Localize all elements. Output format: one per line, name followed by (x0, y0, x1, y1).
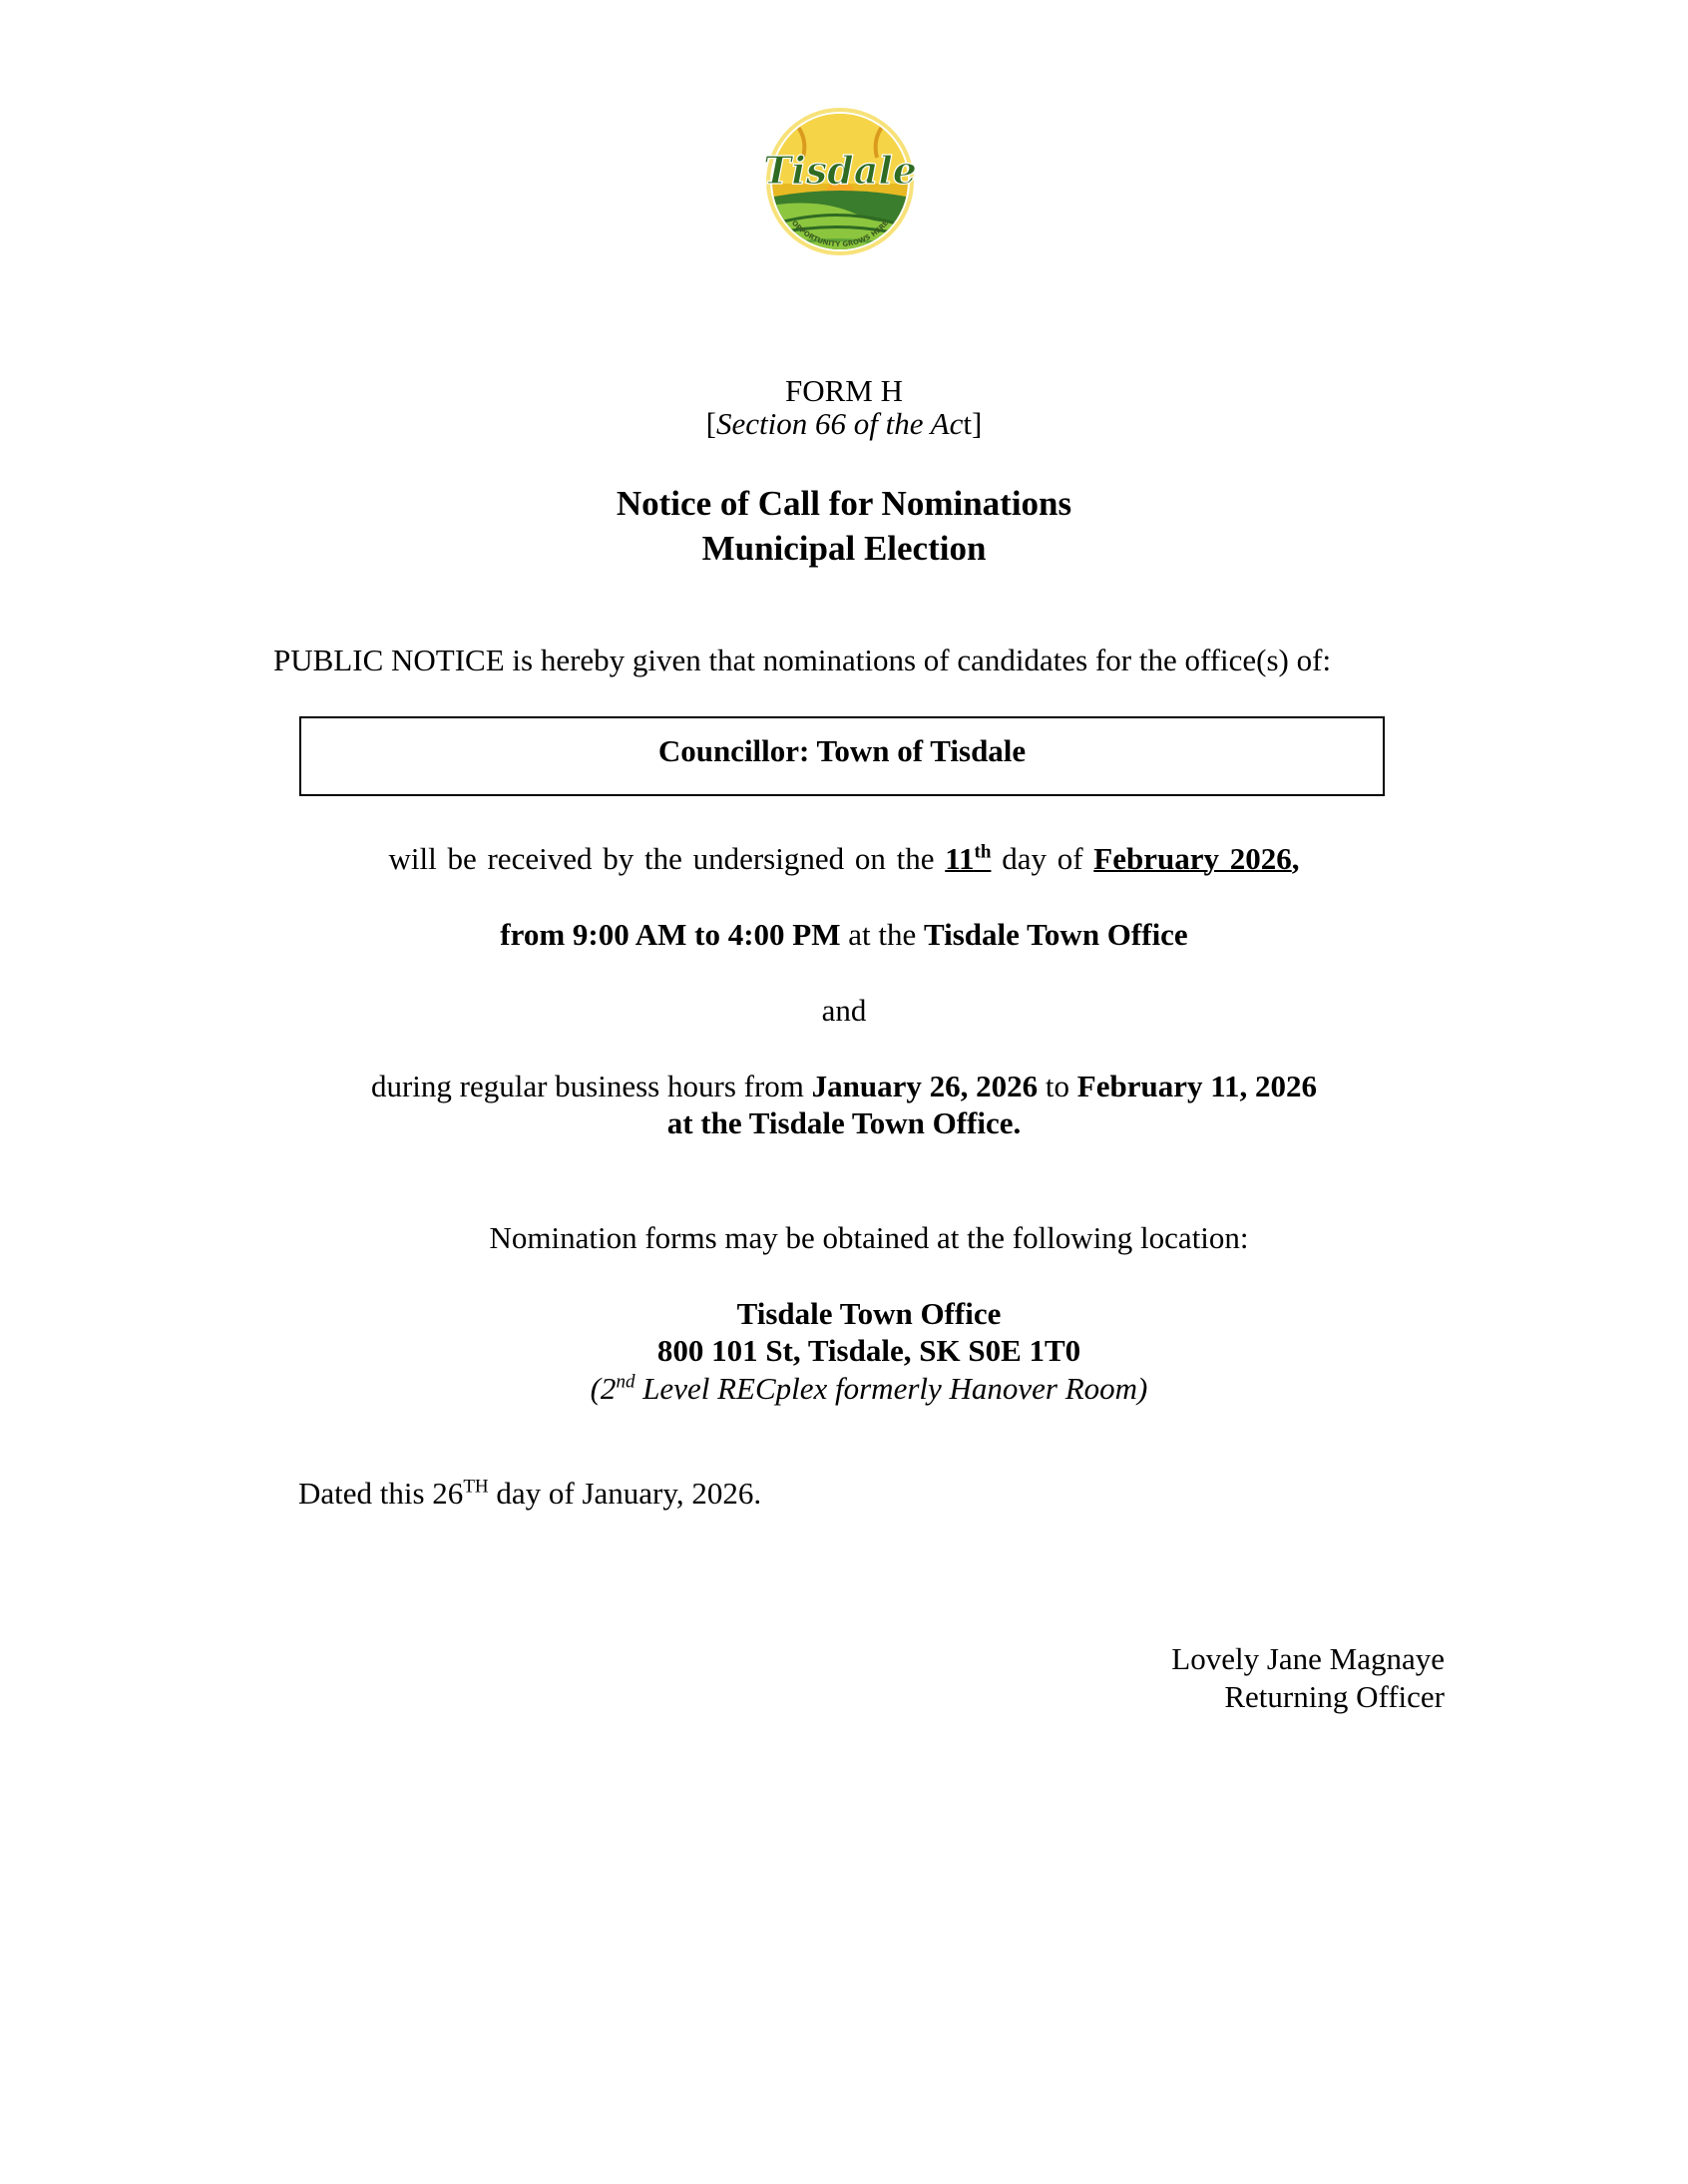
received-date-line: will be received by the undersigned on the 11th day of February 2026, (388, 841, 1300, 876)
office-box (299, 716, 1385, 796)
and-text: and (821, 993, 867, 1028)
logo-wordmark: Tisdale (763, 148, 917, 193)
notice-subtitle: Municipal Election (701, 529, 987, 568)
tisdale-logo (759, 104, 921, 269)
form-label: FORM H (784, 373, 903, 408)
dated-line: Dated this 26TH day of January, 2026. (298, 1476, 762, 1511)
business-location-line: at the Tisdale Town Office. (666, 1105, 1022, 1140)
signatory-title: Returning Officer (1224, 1679, 1445, 1714)
logo-tagline: OPPORTUNITY GROWS HERE (789, 218, 891, 248)
section-reference: [Section 66 of the Act] (705, 406, 983, 441)
business-hours-line: during regular business hours from January 26, 2026 to February 11, 2026 (370, 1069, 1318, 1103)
address-street: 800 101 St, Tisdale, SK S0E 1T0 (656, 1333, 1081, 1368)
signatory-name: Lovely Jane Magnaye (1171, 1641, 1445, 1676)
address-name: Tisdale Town Office (736, 1296, 1002, 1331)
hours-line: from 9:00 AM to 4:00 PM at the Tisdale Town Office (500, 917, 1188, 952)
address-note: (2nd Level RECplex formerly Hanover Room) (590, 1371, 1148, 1406)
notice-title: Notice of Call for Nominations (616, 484, 1072, 523)
forms-location-text: Nomination forms may be obtained at the following location: (489, 1220, 1249, 1255)
office-name: Councillor: Town of Tisdale (657, 733, 1027, 768)
public-notice-intro: PUBLIC NOTICE is hereby given that nominations of candidates for the office(s) of: (273, 643, 1332, 677)
